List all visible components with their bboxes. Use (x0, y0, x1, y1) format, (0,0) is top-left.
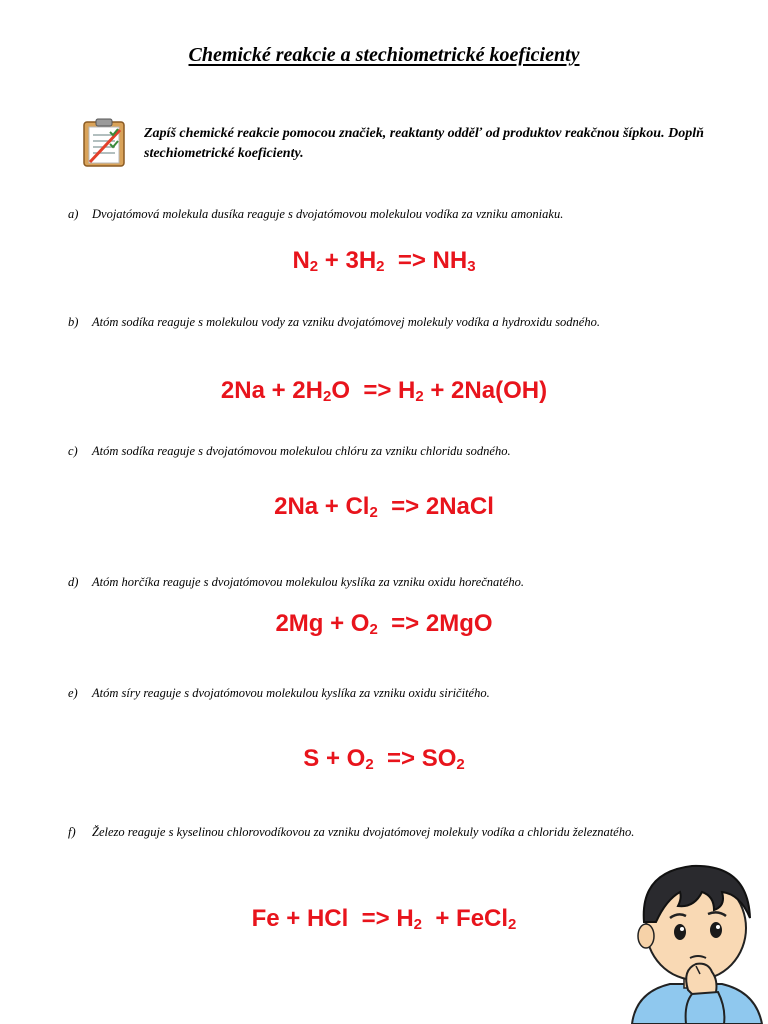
subscript: 2 (415, 388, 424, 405)
subscript: 2 (369, 621, 378, 638)
equation-text: => 2NaCl (377, 493, 494, 520)
task-text: Atóm horčíka reaguje s dvojatómovou molekulou kyslíka za vzniku oxidu horečnatého. (92, 575, 524, 589)
subscript: 2 (508, 916, 517, 933)
subscript: 2 (369, 504, 378, 521)
equation-text: => SO (373, 745, 457, 772)
equation-text: Fe + HCl => H (251, 905, 414, 932)
equation-e (0, 745, 768, 773)
task-letter: a) (68, 207, 79, 221)
equation-text: 2Mg + O (275, 610, 370, 637)
task-text: Atóm síry reaguje s dvojatómovou molekulou kyslíka za vzniku oxidu siričitého. (92, 686, 490, 700)
equation-d (0, 610, 768, 638)
subscript: 2 (456, 756, 465, 773)
task-letter: d) (68, 575, 79, 589)
instruction-text: Zapíš chemické reakcie pomocou značiek, reaktanty odděľ od produktov reakčnou šípkou. Doplň stechiometrické koeficienty. (144, 126, 704, 161)
task-text: Atóm sodíka reaguje s dvojatómovou molekulou chlóru za vzniku chloridu sodného. (92, 444, 511, 458)
thinking-boy-avatar (622, 852, 768, 1024)
equation-text: N (292, 247, 310, 274)
equation-b (0, 377, 768, 405)
subscript: 2 (322, 388, 332, 405)
equation-text: + 2Na(OH) (423, 377, 548, 404)
equation-a (0, 247, 768, 275)
equation-text: => NH (384, 247, 468, 274)
subscript: 2 (365, 756, 374, 773)
subscript: 2 (413, 916, 423, 933)
task-d (68, 573, 708, 592)
task-letter: b) (68, 315, 79, 329)
page-title: Chemické reakcie a stechiometrické koeficienty (188, 44, 580, 66)
subscript: 2 (309, 258, 319, 275)
clipboard-checklist-icon (80, 118, 132, 168)
subscript: 3 (467, 258, 476, 275)
task-letter: c) (68, 444, 78, 458)
task-e (68, 684, 708, 703)
task-f (68, 823, 708, 842)
task-b (68, 313, 708, 332)
equation-text: S + O (303, 745, 366, 772)
equation-c (0, 493, 768, 521)
task-letter: f) (68, 825, 76, 839)
task-text: Železo reaguje s kyselinou chlorovodíkovou za vzniku dvojatómovej molekuly vodíka a chloridu železnatého. (92, 825, 635, 839)
equation-text: 2Na + Cl (274, 493, 370, 520)
equation-text: => 2MgO (377, 610, 493, 637)
equation-text: O => H (331, 377, 416, 404)
task-letter: e) (68, 686, 78, 700)
instruction-box (80, 118, 730, 174)
equation-text: + FeCl (422, 905, 509, 932)
task-c (68, 442, 708, 461)
subscript: 2 (376, 258, 385, 275)
equation-text: 2Na + 2H (220, 377, 323, 404)
task-text: Dvojatómová molekula dusíka reaguje s dvojatómovou molekulou vodíka za vzniku amoniaku. (92, 207, 564, 221)
task-text: Atóm sodíka reaguje s molekulou vody za vzniku dvojatómovej molekuly vodíka a hydroxidu sodného. (92, 315, 600, 329)
task-a (68, 205, 708, 224)
equation-text: + 3H (318, 247, 377, 274)
